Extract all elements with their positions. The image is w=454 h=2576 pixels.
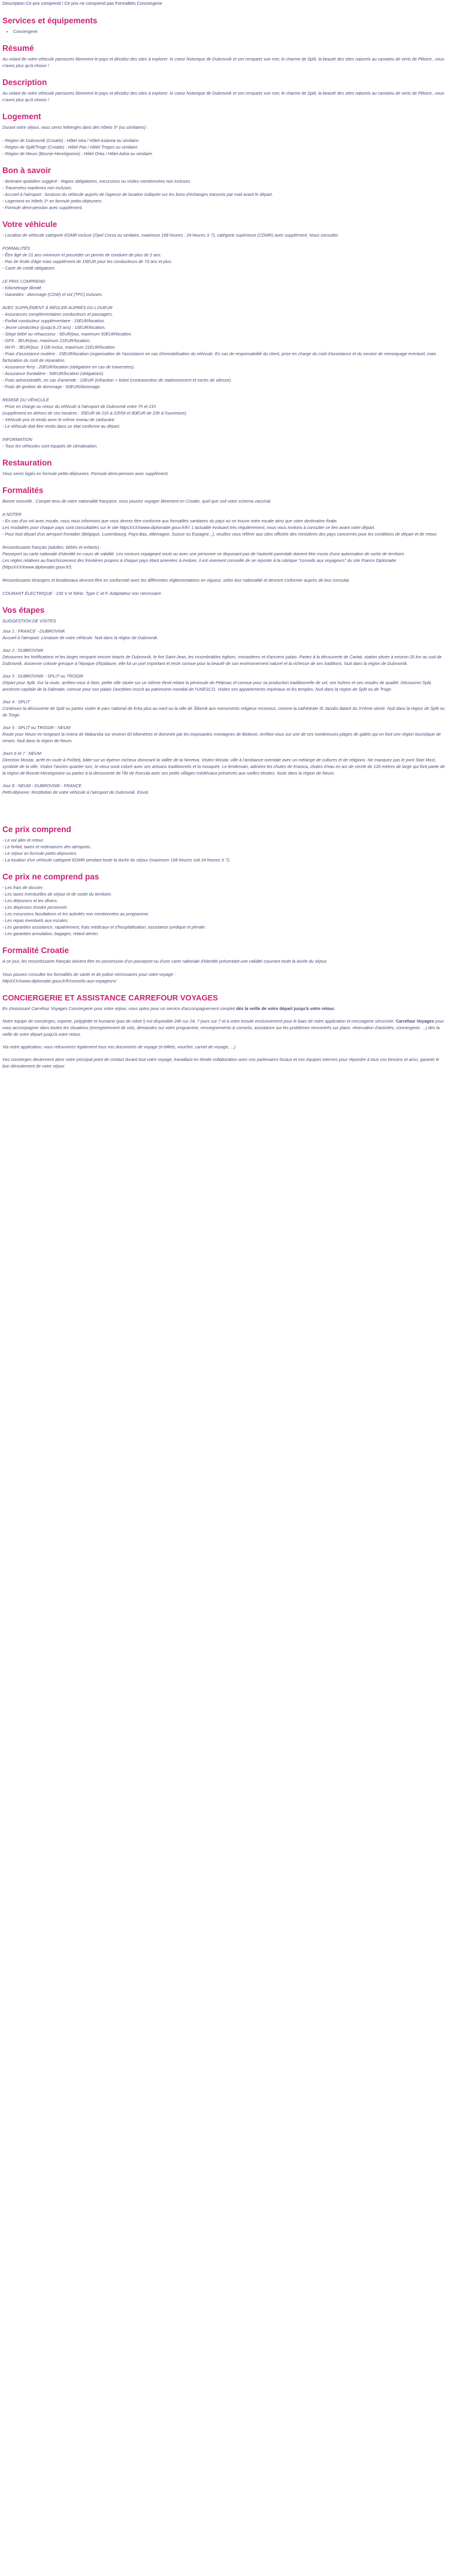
text-line [2, 430, 447, 436]
vehicule-section [2, 219, 447, 449]
restauration-text: Vous serez logés en formule petits-déjeuners. Formule demi-pension avec supplément. [2, 471, 169, 476]
top-nav-text: Description Ce prix comprend / Ce prix ne comprend pas Formalités Conciergerie [2, 1, 162, 6]
text-line: - GPS : 3EUR/jour, maximum 21EUR/location. [2, 338, 91, 343]
conciergerie-p1 [2, 1005, 447, 1012]
etapes-section [2, 605, 447, 796]
text-line [2, 238, 447, 245]
description-title: Description [2, 78, 47, 87]
text-line: - Assurance ferry : 20EUR/location (obligatoire en cas de traversées). [2, 364, 135, 370]
text-line: - Les garanties assistance, rapatriement, frais médicaux et d'hospitalisation, assistance juridique et pénale. [2, 924, 206, 930]
description-text: Au volant de votre véhicule parcourez librement le pays et décidez des sites à explorer: le coeur historique de Dubrovnik et ses remparts vue mer, le charme de Split, la beauté des sites naturels au camaïeu de verts de Plitvice...vous n'avez plus qu'à choisir ! [2, 90, 444, 102]
ne-comprend-section [2, 872, 447, 937]
text-line: - Frais de gestion de dommage : 50EUR/dommage. [2, 384, 101, 389]
text-line: - Les frais de dossier. [2, 885, 44, 890]
croatie-section [2, 945, 447, 984]
vehicule-body [2, 232, 447, 449]
day-body: Direction Mostar, arrêt en route à Počitelj, bâtie sur un éperon rocheux dominant la vallée de la Neretva. Visitez Mostar, ville à l'ambiance orientale avec un mélange de cultures et de religions. Ne manquez pas le pont Stari Most, symbole de la ville. Visitez l'ancien quartier turc, le vieux souk coloré avec ses artisans traditionnels et la mosquée. Le lendemain, admirez les chutes de Kravica, chutes d'eau en arc de cercle de 120 mètres de large qui font partie de la région de Bosnie-Herzégovine ou partez à la découverte de l'île de Korcula avec ses petits villages médiévaux préservés aux ruelles étroites. Nuits dans la région de Neum. [2, 757, 445, 776]
bon-a-savoir-section [2, 165, 447, 211]
text-line: - Les déjeuners et les dîners. [2, 898, 58, 903]
ne-comprend-title: Ce prix ne comprend pas [2, 872, 99, 881]
logement-body [2, 124, 447, 157]
text-line: Les règles relatives au franchissement des frontières propres à chaque pays étant amenées à évoluer, il est vivement conseillé de se reporter à la rubrique "conseils aux voyageurs" du site France Diplomatie (httpsXXXXwww.diplomatie.gouv.fr/). [2, 558, 397, 570]
text-line: Ressortissants étrangers et binationaux devront être en conformité avec les différentes réglementations en vigueur, selon leur nationalité et devront s'informer auprès de leur consulat. [2, 578, 350, 583]
text-line: - Jeune conducteur (jusqu'à 23 ans) : 10EUR/location. [2, 325, 106, 330]
text-line: Vous pouvez consulter les formalités de santé et de police nécessaires pour votre voyage : [2, 972, 175, 977]
description-section [2, 77, 447, 103]
text-line: - Assurances complémentaires conducteurs et passagers. [2, 312, 113, 317]
text-line: INFORMATION [2, 437, 32, 442]
text-line: - Les excursions facultatives et les activités non mentionnées au programme. [2, 911, 150, 917]
text-line: LE PRIX COMPREND [2, 279, 46, 284]
text-line: (supplément en dehors de ces horaires : 35EUR de 21h à 22h59 et 80EUR de 23h à l'ouverture). [2, 410, 187, 416]
conciergerie-p4: Vos concierges deviennent alors votre principal point de contact durant tout votre voyage, travaillant en étroite collaboration avec nos partenaires locaux et nos équipes internes pour répondre à tous vos besoins et ainsi, garantir le bon déroulement de votre séjour. [2, 1057, 440, 1069]
day-item [2, 724, 447, 744]
text-line [2, 504, 447, 511]
text-line: - La location d'un véhicule catégorie EDMR pendant toute la durée du séjour (maximum 168 heures soit 24 heures X 7). [2, 857, 231, 863]
day-item [2, 628, 447, 641]
text-line [2, 298, 447, 304]
comprend-body [2, 837, 447, 863]
text-line: - Prise en charge ou retour du véhicule à l'aéroport de Dubrovnik entre 7h et 21h [2, 404, 156, 409]
text-line: - Région de Dubrovnik (Croatie) : Hôtel Ivka / Hôtel Astarea ou similaire. [2, 138, 140, 143]
text-line: - Logement en hôtels 3* en formule petits-déjeuners. [2, 198, 103, 204]
etapes-subtitle: SUGGESTION DE VISITES [2, 618, 56, 624]
text-line: - Frais administratifs, en cas d'amende : 10EUR (infraction + ticket (contravention de stationnement et excès de vitesse). [2, 377, 232, 383]
text-line: - Le forfait, taxes et redevances des aéroports. [2, 844, 92, 849]
conciergerie-p1-a: En choisissant Carrefour Voyages Conciergerie pour votre séjour, vous optez pour un service d'accompagnement complet [2, 1006, 237, 1011]
text-line [2, 390, 447, 397]
text-line: - Région de Split/Trogir (Croatie) : Hôtel Pax / Hôtel Trogos ou similaire. [2, 144, 139, 150]
comprend-title: Ce prix comprend [2, 825, 71, 834]
text-line [2, 570, 447, 577]
text-line: - Garanties : dommage (CDW) et vol (TPC) incluses. [2, 292, 103, 297]
text-line: - Tous les véhicules sont équipés de climatisation. [2, 443, 98, 449]
text-line: - Forfait conducteur supplémentaire : 15EUR/location. [2, 318, 105, 323]
text-line: REMISE DU VÉHICULE [2, 397, 49, 403]
text-line: - Traversées maritimes non incluses. [2, 185, 72, 191]
conciergerie-p2 [2, 1018, 447, 1038]
text-line [2, 965, 447, 971]
day-body: Route pour Neum en longeant la riviera de Makarska sur environ 60 kilomètres et dominée par les imposantes montagnes de Biokovo. Arrêtez-vous sur une de ces nombreuses plages de galets qui en font une région touristique de renom. Nuit dans la région de Neum. [2, 731, 441, 743]
comprend-section [2, 824, 447, 863]
conciergerie-p2-b: Carrefour Voyages [395, 1018, 434, 1024]
text-line: - Location de véhicule catégorie EDMR incluse (Opel Corsa ou similaire, maximum 168 heures : 24 heures X 7), catégorie supérieure (CDMR) avec supplément. Nous consulter. [2, 232, 340, 238]
text-line: - Carte de crédit obligatoire. [2, 265, 56, 271]
day-body: Départ pour Split. Sur la route, arrêtez-vous à Ston, petite ville située sur un isthme étroit reliant la péninsule de Peljesac et connue pour sa production traditionnelle de sel, ses huîtres et ses moules de qualité. Découvrez Split, ancienne capitale de la Dalmatie, connue pour son palais Dioclétien inscrit au patrimoine mondial de l'UNESCO. Visitez ses appartements impériaux et les temples. Nuit dans la région de Split ou de Trogir. [2, 680, 432, 692]
text-line [2, 583, 447, 590]
day-heading: Jour 8 : NEUM - DUBROVNIK - FRANCE [2, 783, 82, 788]
text-line: - Véhicule pris et rendu avec le même niveau de carburant. [2, 417, 116, 422]
day-body: Découvrez les fortifications et les larges remparts encore intacts de Dubrovnik, le fort Saint-Jean, les innombrables églises, monastères et d'anciens palais. Partez à la découverte de Cavtat, station située à environ 20 km au sud de Dubrovnik. Ancienne colonie grecque à l'époque d'Epidaure, elle fut un port important et reste connue pour la beauté de son environnement naturel et la richesse de ses traditions. Nuit dans la région de Dubrovnik. [2, 654, 442, 666]
text-line: AVEC SUPPLÉMENT À RÉGLER AUPRÈS DU LOUEUR [2, 305, 113, 310]
conciergerie-section [2, 993, 447, 1069]
text-line: - Le séjour en formule petits-déjeuners. [2, 851, 78, 856]
text-line: - Les garanties annulation, bagages, retard aérien. [2, 931, 99, 936]
text-line: Durant votre séjour, vous serez hébergés dans des hôtels 3* (ou similaires) : [2, 125, 149, 130]
text-line: - Pas de limite d'âge mais supplément de 15EUR pour les conducteurs de 70 ans et plus. [2, 259, 172, 264]
croatie-title: Formalité Croatie [2, 946, 69, 955]
text-line: - Région de Neum (Bosnie-Herzégovine) : Hôtel Orka / Hôtel Adria ou similaire. [2, 151, 153, 156]
text-line: - Le vol aller et retour. [2, 837, 44, 843]
day-body: Petit-déjeuner. Restitution de votre véhicule à l'aéroport de Dubrovnik. Envol. [2, 790, 149, 795]
formalites-title: Formalités [2, 486, 44, 495]
conciergerie-p1-b: dès la veille de votre départ jusqu'à votre retour. [236, 1006, 335, 1011]
formalites-body [2, 498, 447, 597]
text-line: httpXXXXwww.diplomatie.gouv.fr/fr/conseils-aux-voyageurs/ [2, 978, 117, 984]
resume-title: Résumé [2, 44, 34, 53]
ne-comprend-body [2, 884, 447, 937]
text-line: - Formule demi-pension avec supplément. [2, 205, 83, 210]
text-line: A ce jour, les ressortissants français doivent être en possession d'un passeport ou d'une carte nationale d'identité présentant une validité couvrant toute la durée du séjour. [2, 959, 328, 964]
text-line: - Frais d'assistance routière : 15EUR/location (organisation de l'assistance en cas d'immobilisation du véhicule. En cas de responsabilité du client, prise en charge du coût d'assistance et du service de remorquage éventuel, mais facturation du coût de réparation. [2, 351, 437, 363]
text-line: - Être âgé de 21 ans minimum et posséder un permis de conduire de plus de 2 ans. [2, 252, 162, 258]
text-line: COURANT ÉLECTRIQUE : 230 V et 50Hz. Type C et F. Adaptateur non nécessaire. [2, 591, 162, 596]
day-heading: Jour 5 : SPLIT ou TROGIR - NEUM [2, 725, 71, 730]
conciergerie-p2-a: Notre équipe de concierges, experte, polyglotte et humaine (pas de robot !) est disponible 24h sur 24, 7 jours sur 7 et à votre écoute exclusivement pour le biais de notre application et messagerie sécurisée. [2, 1018, 396, 1024]
text-line: Passeport ou carte nationale d'identité en cours de validité. Les mineurs voyageant seuls ou avec une personne ne disposant pas de l'autorité parentale doivent être munis d'une autorisation de sortie de territoire. [2, 551, 405, 557]
croatie-body [2, 958, 447, 984]
text-line: Bonne nouvelle : Compte tenu de votre nationalité française, vous pouvez voyager librement en Croatie, quel que soit votre schéma vaccinal. [2, 498, 272, 504]
conciergerie-p2-c: pour vous accompagner dans toutes les situations (enregistrement de vols, demandes sur votre programme, renseignements & conseils, assistance sur les problèmes rencontrés sur place, réservation d'activités, conciergerie, ...) dès la veille de votre départ jusqu'à votre retour. [2, 1018, 444, 1037]
text-line: - Accueil à l'aéroport : livraison du véhicule auprès de l'agence de location indiquée sur les bons d'échanges transmis par mail avant le départ. [2, 192, 273, 197]
resume-section [2, 43, 447, 69]
page [0, 0, 449, 1069]
bon-a-savoir-title: Bon à savoir [2, 166, 52, 175]
day-heading: Jour 4 : SPLIT [2, 699, 30, 705]
text-line: - Kilométrage illimité. [2, 285, 43, 291]
text-line: - Pour tout départ d'un aéroport frontalier (Belgique, Luxembourg, Pays-Bas, Allemagne, Suisse ou Espagne...), veuillez vous référer aux sites officiels des ministères des pays concernés pour les conditions de départ et de retour. [2, 531, 438, 537]
services-section [2, 16, 447, 35]
day-heading: Jour 2 : DUBROVNIK [2, 648, 44, 653]
text-line: Les modalités pour chaque pays sont consultables sur le site httpsXXXXwww.diplomatie.gouv.fr/fr/. L'actualité évoluant très régulièrement, nous vous invitons à consulter ce lien avant votre départ. [2, 525, 376, 530]
text-line: - Le véhicule doit être rendu dans un état conforme au départ. [2, 424, 120, 429]
text-line: - Siège bébé ou rehausseur : 5EUR/jour, maximum 50EUR/location. [2, 331, 132, 337]
logement-section [2, 111, 447, 157]
logement-title: Logement [2, 112, 41, 121]
day-item [2, 699, 447, 718]
text-line: FORMALITÉS [2, 246, 30, 251]
text-line: - Les taxes éventuelles de séjour et de sortie du territoire. [2, 891, 112, 897]
etapes-days [2, 628, 447, 796]
services-list [2, 28, 447, 35]
day-heading: Jours 6 et 7 : NEUM [2, 751, 41, 756]
day-item [2, 750, 447, 776]
services-title: Services et équipements [2, 16, 98, 25]
text-line [2, 271, 447, 278]
formalites-section [2, 485, 447, 597]
services-item: • Conciergerie [13, 28, 447, 35]
day-item [2, 673, 447, 693]
conciergerie-title: CONCIERGERIE ET ASSISTANCE CARREFOUR VOYAGES [2, 993, 218, 1002]
restauration-title: Restauration [2, 458, 52, 467]
bon-a-savoir-body [2, 178, 447, 211]
conciergerie-p3: Via notre application, vous retrouverez également tous vos documents de voyage (e-billets, voucher, carnet de voyage, ...) [2, 1044, 236, 1050]
day-item [2, 782, 447, 796]
day-item [2, 647, 447, 667]
text-line: - En cas d'un vol avec escale, nous vous informons que vous devrez être conforme aux formalités sanitaires du pays où se trouve votre escale ainsi que votre destination finale. [2, 518, 338, 524]
text-line: - Itinéraire quotidien suggéré : étapes obligatoires, excursions ou visites mentionnées non incluses. [2, 179, 192, 184]
day-heading: Jour 3 : DUBROVNIK - SPLIT ou TROGIR [2, 673, 83, 679]
text-line [2, 537, 447, 544]
text-line: - Les dépenses d'ordre personnel. [2, 905, 68, 910]
text-line: A NOTER [2, 512, 22, 517]
resume-text: Au volant de votre véhicule parcourez librement le pays et décidez des sites à explorer: le coeur historique de Dubrovnik et ses remparts vue mer, le charme de Split, la beauté des sites naturels au camaïeu de verts de Plitvice...vous n'avez plus qu'à choisir ! [2, 56, 444, 68]
day-body: Accueil à l'aéroport. Livraison de votre véhicule. Nuit dans la région de Dubrovnik. [2, 635, 159, 640]
text-line [2, 131, 447, 137]
day-heading: Jour 1 : FRANCE - DUBROVNIK [2, 628, 65, 634]
text-line: - Wi-Fi : 3EUR/jour, 3 GB inclus, maximum 21EUR/location. [2, 344, 116, 350]
text-line: Ressortissants français (adultes, bébés et enfants) : [2, 545, 102, 550]
vehicule-title: Votre véhicule [2, 220, 57, 229]
day-body: Continuez la découverte de Split ou partez visiter le parc national de Krka plus au nord ou la ville de Šibenik aux monuments religieux reconnus, comme la cathédrale St Jacobs datant du XVème siècle. Nuit dans la région de Split ou de Trogir. [2, 706, 445, 718]
etapes-title: Vos étapes [2, 606, 45, 615]
restauration-section [2, 458, 447, 477]
text-line: - Assurance frontalière : 50EUR/location (obligatoire). [2, 371, 104, 376]
text-line: - Les repas éventuels aux escales. [2, 918, 69, 923]
